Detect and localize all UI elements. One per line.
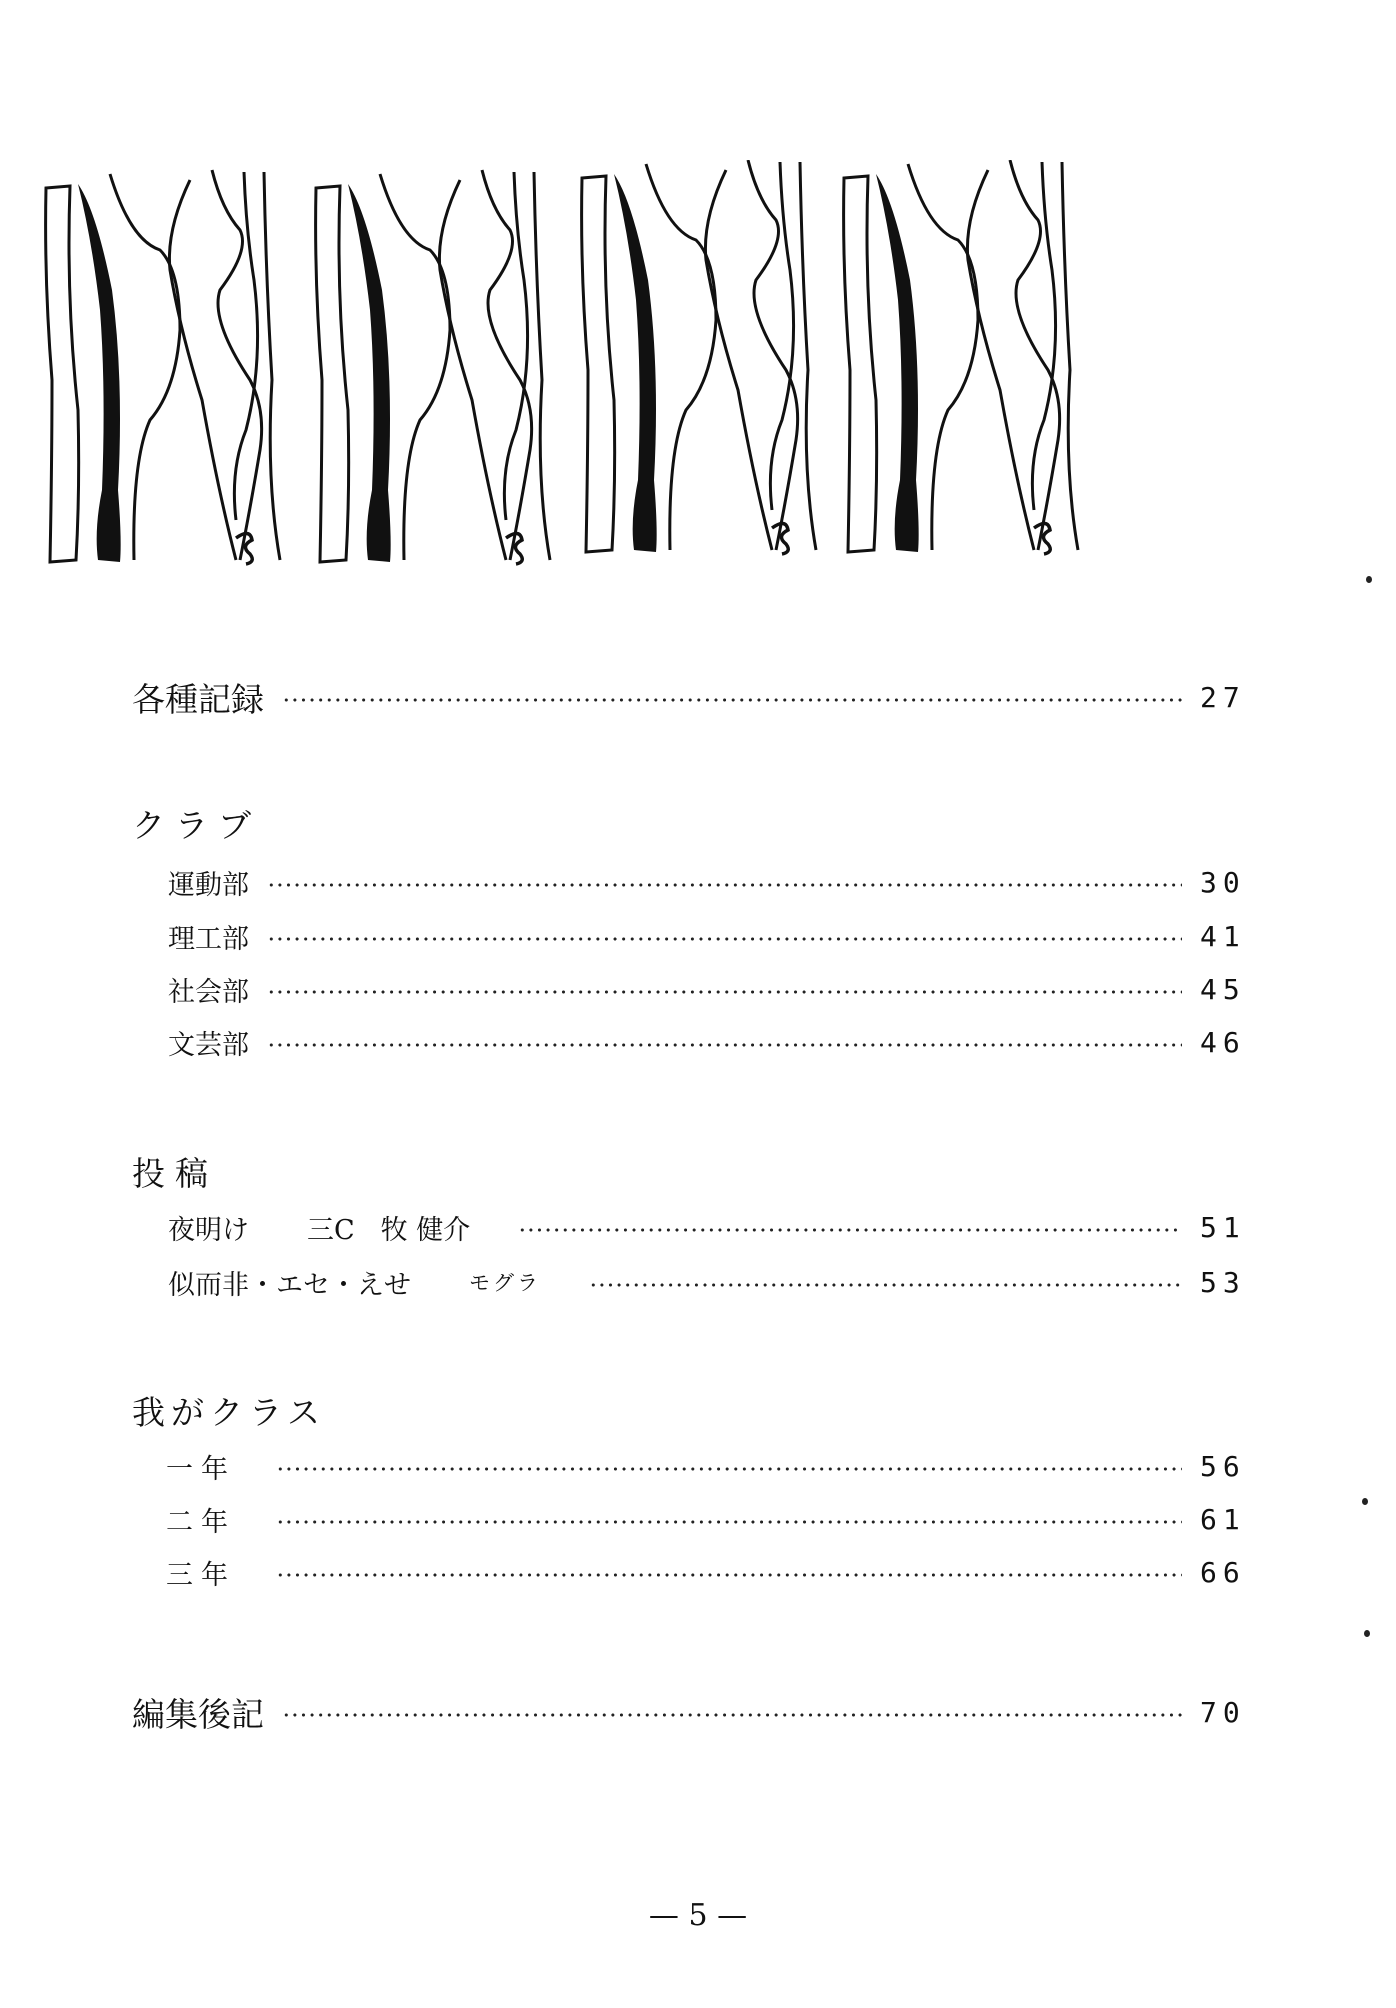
- toc-entry-club-1[interactable]: [168, 862, 1250, 902]
- toc-entry-label: 理工部: [168, 923, 249, 955]
- banner-motif-3: [582, 160, 816, 554]
- toc-entry-contribution-1[interactable]: [168, 1207, 1250, 1247]
- toc-entry-contribution-2[interactable]: [168, 1262, 1250, 1302]
- dot-leader: [282, 1713, 1182, 1717]
- toc-entry-label: 二年: [166, 1506, 236, 1538]
- toc-entry-class-2[interactable]: [166, 1499, 1250, 1539]
- dot-leader: [282, 698, 1182, 702]
- dot-leader: [267, 1043, 1182, 1047]
- banner-motif-1: [46, 170, 280, 564]
- toc-entry-page: 46: [1200, 1025, 1246, 1059]
- author-name: モグラ: [469, 1271, 541, 1295]
- banner-motif-4: [844, 160, 1078, 554]
- toc-entry-page: 41: [1200, 919, 1246, 953]
- toc-entry-label: 社会部: [168, 976, 249, 1008]
- toc-entry-label: 一年: [166, 1453, 236, 1485]
- toc-entry-records[interactable]: [132, 677, 1250, 717]
- author-name: 牧 健介: [380, 1214, 471, 1246]
- toc-entry-label: 三年: [166, 1559, 236, 1591]
- toc-entry-club-2[interactable]: [168, 916, 1250, 956]
- dot-leader: [276, 1520, 1182, 1524]
- dot-leader: [276, 1467, 1182, 1471]
- toc-entry-label: 夜明け: [168, 1214, 249, 1246]
- toc-entry-label: 編集後記: [132, 1694, 264, 1734]
- toc-entry-page: 51: [1200, 1210, 1246, 1244]
- toc-entry-class-3[interactable]: [166, 1552, 1250, 1592]
- dot-leader: [589, 1283, 1182, 1287]
- author-class: 三C: [307, 1214, 355, 1246]
- toc-entry-club-4[interactable]: [168, 1022, 1250, 1062]
- toc-entry-page: 45: [1200, 972, 1246, 1006]
- page-number: — 5 —: [648, 1898, 748, 1933]
- toc-entry-page: 30: [1200, 865, 1246, 899]
- toc-entry-label: 似而非・エセ・えせ: [168, 1269, 411, 1301]
- toc-entry-page: 27: [1200, 680, 1246, 714]
- toc-entry-page: 70: [1200, 1695, 1246, 1729]
- decorative-banner: [40, 160, 1396, 580]
- toc-entry-label: 各種記録: [132, 679, 264, 719]
- scan-speck: [1362, 1498, 1368, 1505]
- dot-leader: [267, 990, 1182, 994]
- toc-entry-class-1[interactable]: [166, 1446, 1250, 1486]
- scan-speck: [1366, 576, 1372, 583]
- section-heading-club: クラブ: [132, 806, 261, 845]
- dot-leader: [267, 937, 1182, 941]
- toc-entry-label: 文芸部: [168, 1029, 249, 1061]
- toc-entry-page: 66: [1200, 1555, 1246, 1589]
- toc-entry-page: 53: [1200, 1265, 1246, 1299]
- banner-motif-2: [316, 170, 550, 564]
- scan-speck: [1364, 1630, 1370, 1637]
- dot-leader: [276, 1573, 1182, 1577]
- toc-entry-page: 61: [1200, 1502, 1246, 1536]
- section-heading-classes: 我がクラス: [132, 1393, 327, 1432]
- dot-leader: [518, 1228, 1182, 1232]
- toc-entry-club-3[interactable]: [168, 969, 1250, 1009]
- toc-entry-afterword[interactable]: [132, 1692, 1250, 1732]
- toc-entry-page: 56: [1200, 1449, 1246, 1483]
- section-heading-contributions: 投稿: [132, 1154, 218, 1193]
- toc-entry-label: 運動部: [168, 869, 249, 901]
- dot-leader: [267, 883, 1182, 887]
